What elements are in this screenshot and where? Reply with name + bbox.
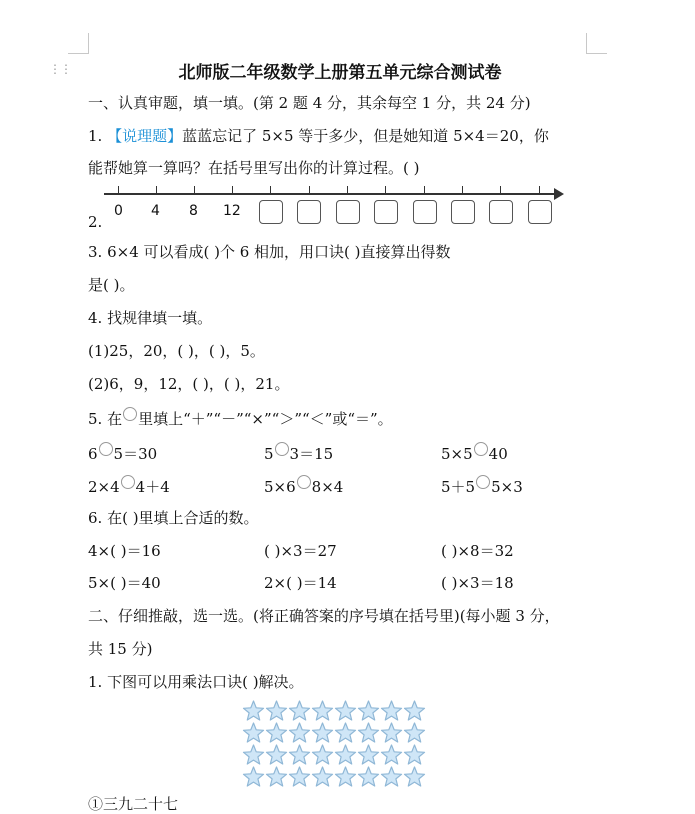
option-1: ①三九二十七: [88, 795, 179, 813]
circle-blank-icon: [123, 407, 137, 421]
star-icon: [242, 744, 265, 766]
star-row: [242, 722, 426, 744]
q6-item: 5×( )＝40: [88, 574, 161, 592]
answer-circle[interactable]: [474, 442, 488, 456]
star-icon: [265, 700, 288, 722]
q5-item: 5×6 8×4: [264, 475, 343, 497]
q5-heading: [88, 407, 393, 429]
q5-item: 5 3＝15: [264, 442, 333, 464]
star-icon: [288, 722, 311, 744]
star-row: [242, 744, 426, 766]
q6-heading: 6. 在( )里填上合适的数。: [88, 509, 259, 527]
q5-pre: 5. 在: [88, 410, 123, 428]
number-line-tick: [156, 186, 157, 194]
answer-circle[interactable]: [99, 442, 113, 456]
q4-row2: (2)6，9，12，( )，( )，21。: [88, 375, 290, 393]
number-line: [104, 193, 560, 195]
margin-corner-top-right: [586, 33, 607, 54]
number-line-tick: [194, 186, 195, 194]
star-icon: [334, 766, 357, 788]
star-icon: [311, 744, 334, 766]
star-icon: [334, 700, 357, 722]
q5-item: 6 5＝30: [88, 442, 157, 464]
answer-box[interactable]: [374, 200, 398, 224]
star-icon: [380, 744, 403, 766]
star-icon: [357, 744, 380, 766]
star-icon: [403, 766, 426, 788]
q3-line2: 是( )。: [88, 276, 135, 294]
answer-box[interactable]: [528, 200, 552, 224]
number-line-arrow: [554, 188, 564, 200]
star-icon: [334, 722, 357, 744]
star-icon: [288, 744, 311, 766]
q4-row1: (1)25，20，( )，( )，5。: [88, 342, 265, 360]
star-icon: [311, 766, 334, 788]
q5-item: 5×5 40: [441, 442, 508, 464]
star-row: [242, 700, 426, 722]
star-icon: [265, 766, 288, 788]
q4-heading: 4. 找规律填一填。: [88, 309, 213, 327]
q2-number: 2.: [88, 213, 103, 231]
answer-circle[interactable]: [476, 475, 490, 489]
star-icon: [403, 722, 426, 744]
star-icon: [288, 766, 311, 788]
answer-box[interactable]: [451, 200, 475, 224]
star-icon: [265, 722, 288, 744]
q6-item: 4×( )＝16: [88, 542, 161, 560]
answer-box[interactable]: [489, 200, 513, 224]
q1-line2: 能帮她算一算吗？在括号里写出你的计算过程。( ): [88, 159, 420, 177]
star-icon: [403, 744, 426, 766]
star-icon: [334, 744, 357, 766]
number-line-tick: [462, 186, 463, 194]
number-line-tick: [309, 186, 310, 194]
s2-q1: 1. 下图可以用乘法口诀( )解决。: [88, 673, 304, 691]
section2-heading: 二、仔细推敲，选一选。(将正确答案的序号填在括号里)(每小题 3 分，: [88, 607, 560, 625]
tick-label: 12: [223, 203, 241, 219]
star-icon: [242, 700, 265, 722]
section2-heading-cont: 共 15 分): [88, 640, 153, 658]
q5-item: 2×4 4＋4: [88, 475, 170, 497]
drag-handle-icon[interactable]: ⋮⋮: [49, 62, 71, 76]
star-row: [242, 766, 426, 788]
q3-line1: 3. 6×4 可以看成( )个 6 相加，用口诀( )直接算出得数: [88, 243, 451, 261]
q6-item: ( )×8＝32: [441, 542, 514, 560]
q1-line1: [88, 126, 549, 146]
q6-item: ( )×3＝18: [441, 574, 514, 592]
star-icon: [265, 744, 288, 766]
star-icon: [357, 700, 380, 722]
number-line-tick: [424, 186, 425, 194]
number-line-tick: [347, 186, 348, 194]
q6-item: ( )×3＝27: [264, 542, 337, 560]
star-icon: [242, 722, 265, 744]
star-icon: [380, 700, 403, 722]
number-line-tick: [232, 186, 233, 194]
star-icon: [380, 722, 403, 744]
number-line-tick: [500, 186, 501, 194]
star-array-figure: [242, 700, 426, 788]
star-icon: [288, 700, 311, 722]
tick-label: 0: [114, 203, 123, 219]
answer-circle[interactable]: [121, 475, 135, 489]
answer-box[interactable]: [413, 200, 437, 224]
page-title: 北师版二年级数学上册第五单元综合测试卷: [178, 63, 502, 83]
section1-heading: 一、认真审题，填一填。(第 2 题 4 分，其余每空 1 分，共 24 分): [88, 94, 531, 112]
answer-circle[interactable]: [297, 475, 311, 489]
answer-box[interactable]: [297, 200, 321, 224]
answer-box[interactable]: [336, 200, 360, 224]
number-line-tick: [270, 186, 271, 194]
tick-label: 4: [151, 203, 160, 219]
q1-text: 蓝蓝忘记了 5×5 等于多少，但是她知道 5×4＝20，你: [182, 127, 549, 145]
answer-box[interactable]: [259, 200, 283, 224]
margin-corner-top-left: [68, 33, 89, 54]
q5-post: 里填上“＋”“－”“×”“＞”“＜”或“＝”。: [138, 410, 393, 428]
q5-item: 5＋5 5×3: [441, 475, 523, 497]
star-icon: [380, 766, 403, 788]
number-line-tick: [118, 186, 119, 194]
q1-number: 1.: [88, 127, 103, 145]
star-icon: [357, 722, 380, 744]
number-line-tick: [539, 186, 540, 194]
q6-item: 2×( )＝14: [264, 574, 337, 592]
q1-tag: 【说理题】: [107, 127, 183, 145]
star-icon: [311, 722, 334, 744]
number-line-tick: [385, 186, 386, 194]
tick-label: 8: [189, 203, 198, 219]
star-icon: [357, 766, 380, 788]
answer-circle[interactable]: [275, 442, 289, 456]
star-icon: [242, 766, 265, 788]
star-icon: [311, 700, 334, 722]
star-icon: [403, 700, 426, 722]
